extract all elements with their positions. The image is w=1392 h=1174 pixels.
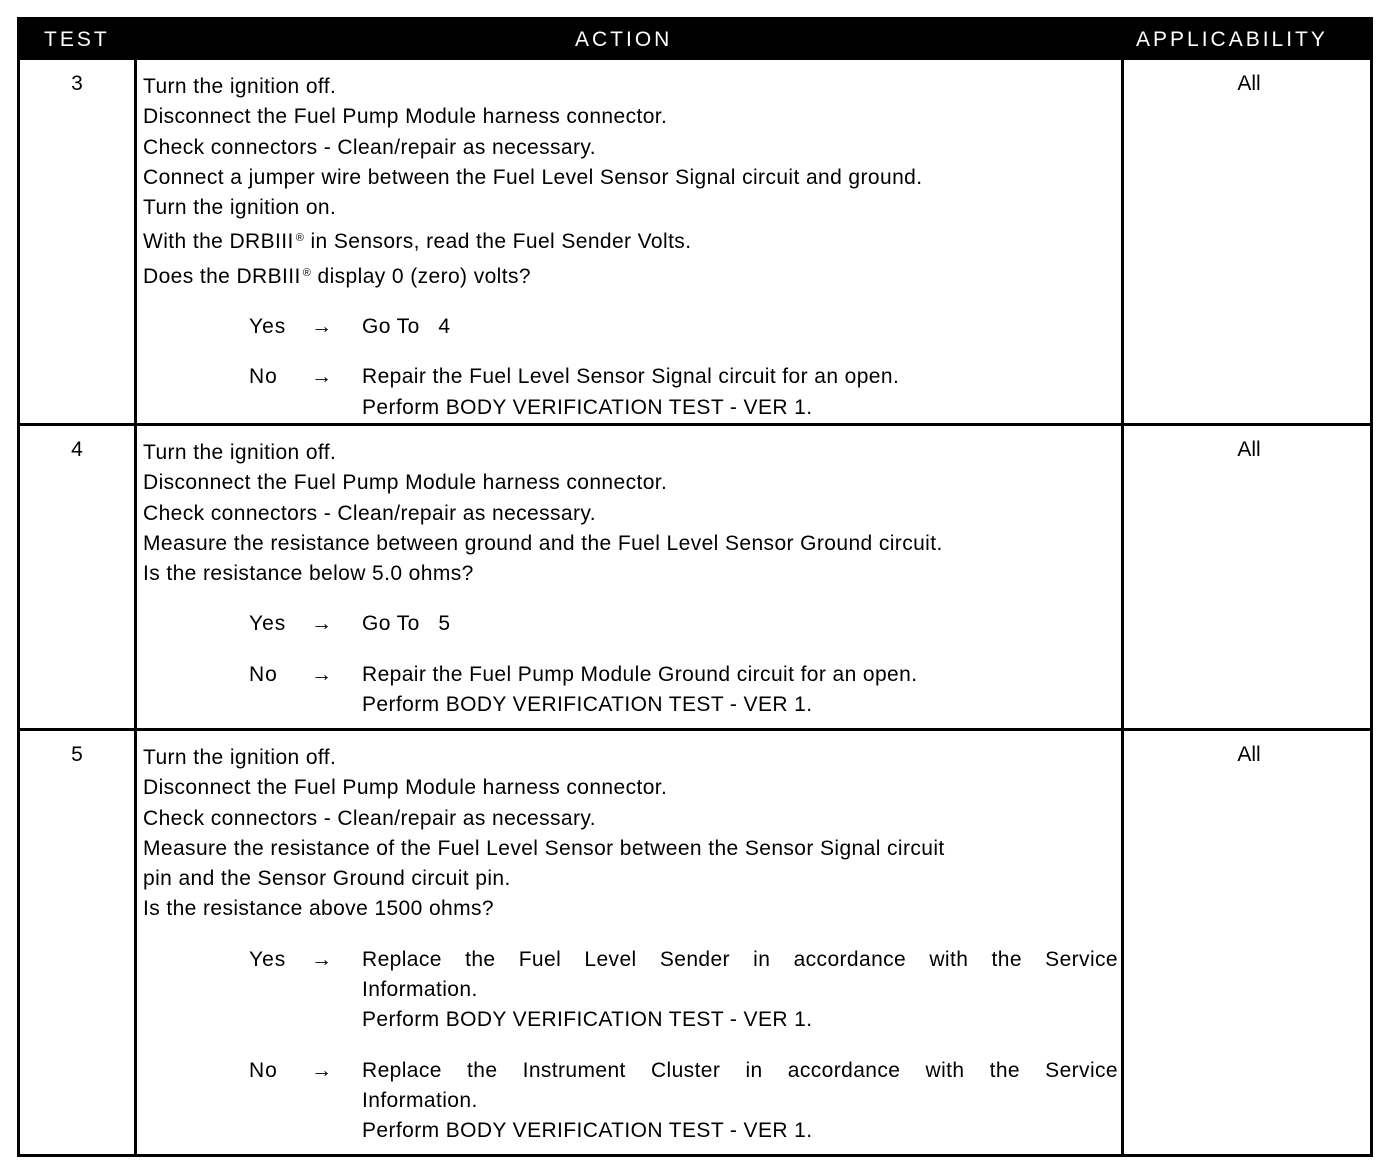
- registered-mark: ®: [295, 232, 305, 245]
- right-arrow-icon: →: [311, 365, 332, 389]
- header-test: TEST: [44, 28, 110, 51]
- result-text: Repair the Fuel Level Sensor Signal circuit for an open.: [362, 365, 900, 389]
- result-text: Go To 5: [362, 612, 451, 636]
- result-text: Perform BODY VERIFICATION TEST - VER 1.: [362, 1008, 813, 1032]
- table-header: [20, 20, 1370, 60]
- action-cell: [143, 72, 1118, 423]
- step-text: Check connectors - Clean/repair as necessary.: [143, 501, 596, 525]
- table-row: [20, 60, 1370, 423]
- no-result: [362, 1056, 1118, 1147]
- right-arrow-icon: →: [311, 1058, 332, 1082]
- test-number: 3: [71, 72, 83, 95]
- result-text: Perform BODY VERIFICATION TEST - VER 1.: [362, 395, 813, 419]
- right-arrow-icon: →: [311, 612, 332, 636]
- step-text: Turn the ignition off.: [143, 746, 337, 769]
- result-text: Replace the Fuel Level Sender in accordance with the Service: [362, 947, 1118, 971]
- step-text: Disconnect the Fuel Pump Module harness connector.: [143, 776, 668, 800]
- applicability-value: All: [1237, 438, 1261, 461]
- step-text: Is the resistance above 1500 ohms?: [143, 897, 494, 921]
- right-arrow-icon: →: [311, 662, 332, 686]
- step-text-part: in Sensors, read the Fuel Sender Volts.: [310, 230, 692, 254]
- header-applicability: APPLICABILITY: [1136, 28, 1328, 51]
- step-text: Is the resistance below 5.0 ohms?: [143, 562, 474, 586]
- no-branch: [143, 660, 1118, 721]
- header-action: ACTION: [575, 28, 673, 51]
- yes-branch: [143, 312, 1118, 342]
- step-text: Measure the resistance between ground and the Fuel Level Sensor Ground circuit.: [143, 531, 943, 555]
- diagnostic-table: [17, 17, 1373, 1157]
- yes-label: Yes: [249, 947, 287, 971]
- step-text: Check connectors - Clean/repair as necessary.: [143, 806, 596, 830]
- yes-result: [362, 945, 1118, 1036]
- result-text: Repair the Fuel Pump Module Ground circuit for an open.: [362, 662, 918, 686]
- applicability-value: All: [1237, 72, 1261, 95]
- yes-result: [362, 312, 1118, 342]
- action-cell: [143, 438, 1118, 720]
- step-text: Connect a jumper wire between the Fuel Level Sensor Signal circuit and ground.: [143, 165, 923, 189]
- yes-branch: [143, 609, 1118, 639]
- yes-branch: [143, 945, 1118, 1036]
- result-text: Perform BODY VERIFICATION TEST - VER 1.: [362, 693, 813, 717]
- step-text: pin and the Sensor Ground circuit pin.: [143, 867, 511, 891]
- step-text: Turn the ignition off.: [143, 75, 337, 98]
- yes-label: Yes: [249, 612, 287, 636]
- yes-result: [362, 609, 1118, 639]
- no-result: [362, 362, 1118, 423]
- table-row: [20, 426, 1370, 728]
- no-result: [362, 660, 1118, 721]
- applicability-value: All: [1237, 743, 1261, 766]
- registered-mark: ®: [302, 266, 312, 279]
- test-number: 5: [71, 743, 83, 766]
- result-text: Go To 4: [362, 315, 451, 339]
- no-branch: [143, 1056, 1118, 1147]
- step-text-part: display 0 (zero) volts?: [317, 264, 531, 288]
- step-text: Turn the ignition on.: [143, 196, 337, 220]
- result-text: Replace the Instrument Cluster in accordance with the Service: [362, 1058, 1118, 1082]
- no-label: No: [249, 662, 278, 686]
- step-text: Turn the ignition off.: [143, 441, 337, 464]
- action-cell: [143, 743, 1118, 1147]
- step-text: [143, 223, 1118, 257]
- right-arrow-icon: →: [311, 315, 332, 339]
- no-label: No: [249, 1058, 278, 1082]
- step-text-part: Does the DRBIII: [143, 264, 301, 288]
- step-text-part: With the DRBIII: [143, 230, 294, 254]
- result-text: Perform BODY VERIFICATION TEST - VER 1.: [362, 1119, 813, 1143]
- no-branch: [143, 362, 1118, 423]
- step-text: [143, 258, 1118, 292]
- step-text: Disconnect the Fuel Pump Module harness connector.: [143, 471, 668, 495]
- right-arrow-icon: →: [311, 947, 332, 971]
- result-text: Information.: [362, 978, 478, 1002]
- step-text: Check connectors - Clean/repair as necessary.: [143, 135, 596, 159]
- result-text: Information.: [362, 1088, 478, 1112]
- test-number: 4: [71, 438, 83, 461]
- step-text: Measure the resistance of the Fuel Level Sensor between the Sensor Signal circuit: [143, 836, 945, 860]
- yes-label: Yes: [249, 315, 287, 339]
- no-label: No: [249, 365, 278, 389]
- step-text: Disconnect the Fuel Pump Module harness connector.: [143, 105, 668, 129]
- table-row: [20, 731, 1370, 1154]
